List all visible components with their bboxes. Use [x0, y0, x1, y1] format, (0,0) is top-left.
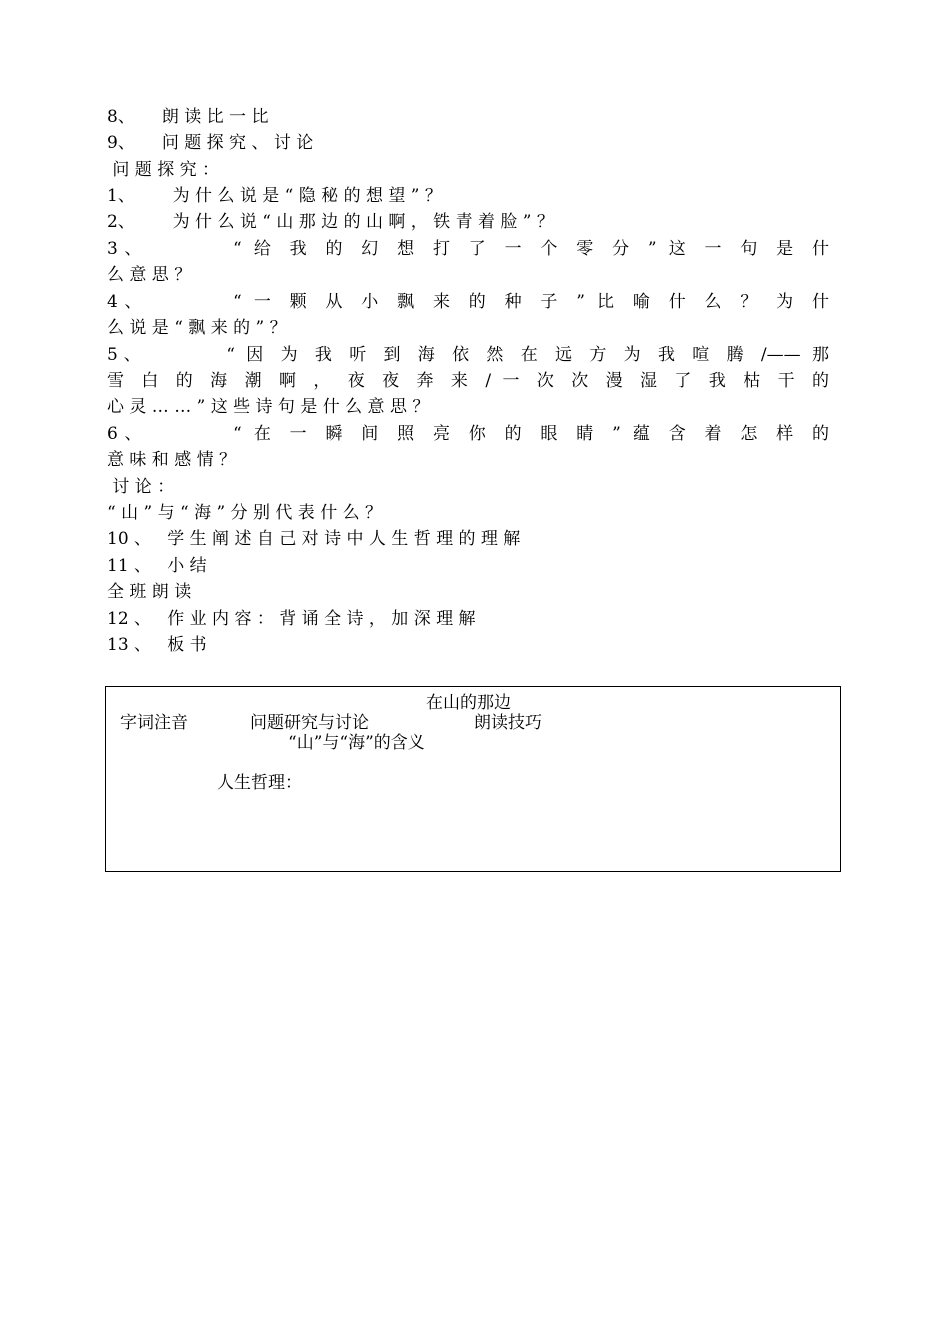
item-13: 13 、 板 书 — [107, 635, 207, 655]
board-philosophy: 人生哲理： — [217, 773, 302, 793]
board-col-reading: 朗读技巧 — [474, 713, 542, 733]
board-title: 在山的那边 — [426, 693, 511, 713]
class-reading: 全 班 朗 读 — [107, 582, 192, 602]
discussion-question: “ 山 ” 与 “ 海 ” 分 别 代 表 什 么 ？ — [107, 503, 383, 523]
question-2: 2、 为 什 么 说 “ 山 那 边 的 山 啊 ， 铁 青 着 脸 ” ？ — [107, 212, 554, 232]
blackboard-box — [105, 686, 841, 872]
question-6-cont: 意 味 和 感 情 ？ — [107, 450, 237, 470]
question-4: 4、 “ 一 颗 从 小 飘 来 的 种 子 ” 比 喻 什 么 ？ 为 什 — [107, 292, 829, 312]
board-col-discussion: 问题研究与讨论 — [250, 713, 369, 733]
question-3: 3、 “ 给 我 的 幻 想 打 了 一 个 零 分 ” 这 一 句 是 什 — [107, 239, 829, 259]
question-5-cont-2: 心 灵 … … ” 这 些 诗 句 是 什 么 意 思 ？ — [107, 397, 430, 417]
board-col-vocabulary: 字词注音 — [120, 713, 188, 733]
question-1: 1、 为 什 么 说 是 “ 隐 秘 的 想 望 ” ？ — [107, 186, 442, 206]
section-question-heading: 问 题 探 究 ： — [107, 160, 220, 180]
item-11: 11 、 小 结 — [107, 556, 207, 576]
item-10: 10 、 学 生 阐 述 自 己 对 诗 中 人 生 哲 理 的 理 解 — [107, 529, 521, 549]
board-subtitle: “山”与“海”的含义 — [288, 733, 425, 753]
item-9: 9、 问 题 探 究 、 讨 论 — [107, 133, 314, 153]
question-5-cont-1: 雪 白 的 海 潮 啊 ， 夜 夜 奔 来 / 一 次 次 漫 湿 了 我 枯 干 的 — [107, 371, 829, 391]
question-4-cont: 么 说 是 “ 飘 来 的 ” ？ — [107, 318, 287, 338]
item-12: 12 、 作 业 内 容 ： 背 诵 全 诗 ， 加 深 理 解 — [107, 609, 476, 629]
question-3-cont: 么 意 思 ？ — [107, 265, 192, 285]
question-5: 5、 “ 因 为 我 听 到 海 依 然 在 远 方 为 我 喧 腾 /—— 那 — [107, 345, 829, 365]
section-discussion-heading: 讨 论 ： — [107, 477, 175, 497]
question-6: 6、 “ 在 一 瞬 间 照 亮 你 的 眼 睛 ” 蕴 含 着 怎 样 的 — [107, 424, 829, 444]
item-8: 8、 朗 读 比 一 比 — [107, 107, 269, 127]
